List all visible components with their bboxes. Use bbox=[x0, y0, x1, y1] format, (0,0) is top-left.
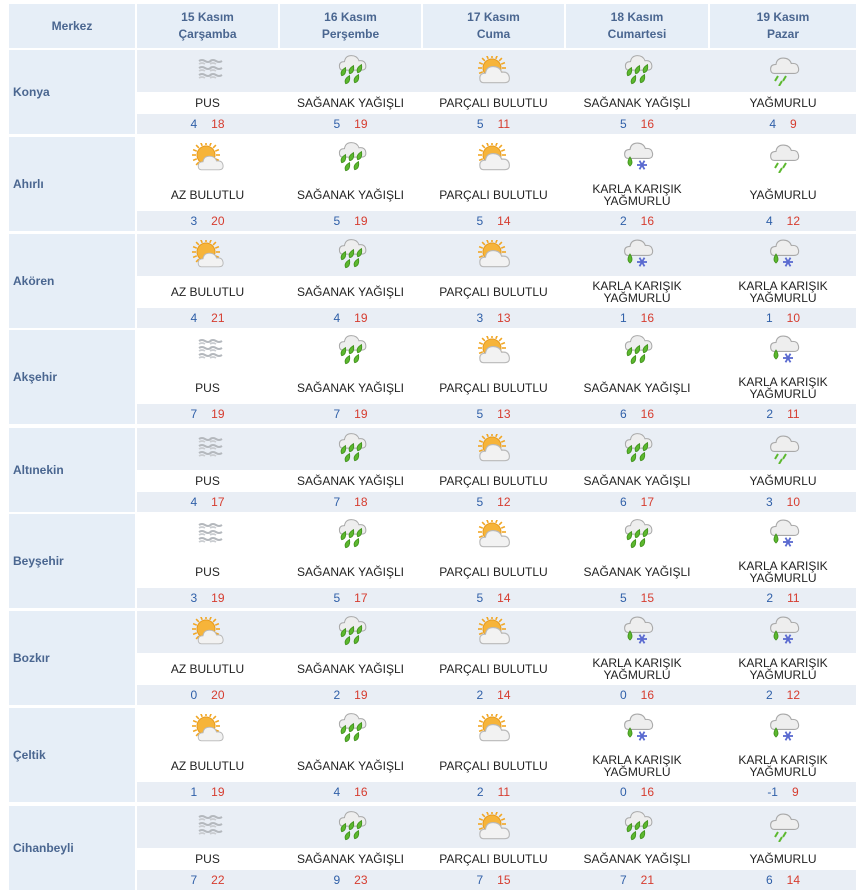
city-name: Cihanbeyli bbox=[9, 806, 135, 890]
temperature-range bbox=[137, 492, 278, 512]
temperature-range bbox=[137, 782, 278, 802]
heavy-rain-icon bbox=[280, 514, 421, 556]
header-weekday: Çarşamba bbox=[178, 27, 237, 41]
temperature-range bbox=[423, 404, 564, 424]
max-temperature: 16 bbox=[640, 785, 655, 799]
max-temperature: 19 bbox=[211, 785, 225, 799]
max-temperature: 21 bbox=[640, 873, 655, 887]
temperature-range bbox=[280, 114, 421, 134]
temperature-range bbox=[710, 492, 856, 512]
min-temperature: 5 bbox=[476, 591, 484, 605]
city-name: Akören bbox=[9, 234, 135, 328]
max-temperature: 11 bbox=[497, 117, 511, 131]
header-weekday: Pazar bbox=[766, 27, 800, 41]
condition-label: AZ BULUTLU bbox=[170, 759, 245, 773]
min-temperature: 7 bbox=[190, 873, 198, 887]
min-temperature: 4 bbox=[333, 311, 341, 325]
header-day-5 bbox=[710, 4, 856, 48]
sleet-icon bbox=[710, 330, 856, 372]
max-temperature: 9 bbox=[791, 785, 799, 799]
max-temperature: 19 bbox=[354, 407, 368, 421]
condition-label: SAĞANAK YAĞIŞLI bbox=[297, 96, 404, 110]
header-weekday: Perşembe bbox=[321, 27, 380, 41]
max-temperature: 23 bbox=[354, 873, 368, 887]
heavy-rain-icon bbox=[280, 50, 421, 92]
min-temperature: -1 bbox=[767, 785, 778, 799]
max-temperature: 11 bbox=[787, 591, 800, 605]
header-day-1 bbox=[137, 4, 278, 48]
condition-label: KARLA KARIŞIK YAĞMURLU bbox=[738, 375, 828, 401]
heavy-rain-icon bbox=[566, 330, 708, 372]
condition-label: SAĞANAK YAĞIŞLI bbox=[583, 96, 691, 110]
rain-icon bbox=[710, 137, 856, 179]
sleet-icon bbox=[566, 234, 708, 276]
min-temperature: 2 bbox=[766, 407, 774, 421]
temperature-range bbox=[137, 308, 278, 328]
condition-label: PARÇALI BULUTLU bbox=[439, 759, 548, 773]
min-temperature: 0 bbox=[190, 688, 198, 702]
sleet-icon bbox=[566, 708, 708, 750]
max-temperature: 14 bbox=[786, 873, 801, 887]
header-day-2 bbox=[280, 4, 421, 48]
mostly-sunny-icon bbox=[137, 611, 278, 653]
temperature-range bbox=[710, 588, 856, 608]
max-temperature: 19 bbox=[211, 407, 225, 421]
min-temperature: 7 bbox=[333, 495, 341, 509]
min-temperature: 3 bbox=[765, 495, 773, 509]
max-temperature: 18 bbox=[354, 495, 368, 509]
header-date: 19 Kasım bbox=[756, 10, 810, 24]
min-temperature: 1 bbox=[190, 785, 198, 799]
min-temperature: 3 bbox=[190, 591, 198, 605]
max-temperature: 18 bbox=[211, 117, 225, 131]
min-temperature: 6 bbox=[619, 495, 627, 509]
header-city-column: Merkez bbox=[9, 4, 135, 48]
header-weekday: Cuma bbox=[476, 27, 511, 41]
temperature-range bbox=[280, 870, 421, 890]
condition-label: KARLA KARIŞIK YAĞMURLU bbox=[592, 753, 682, 779]
condition-label: KARLA KARIŞIK YAĞMURLU bbox=[592, 279, 682, 305]
condition-label: SAĞANAK YAĞIŞLI bbox=[297, 188, 404, 202]
condition-label: YAĞMURLU bbox=[749, 96, 817, 110]
mostly-sunny-icon bbox=[137, 234, 278, 276]
heavy-rain-icon bbox=[280, 611, 421, 653]
mostly-sunny-icon bbox=[137, 137, 278, 179]
condition-label: SAĞANAK YAĞIŞLI bbox=[297, 852, 404, 866]
min-temperature: 1 bbox=[619, 311, 627, 325]
temperature-range bbox=[710, 685, 856, 705]
condition-label: SAĞANAK YAĞIŞLI bbox=[583, 565, 691, 579]
rain-icon bbox=[710, 428, 856, 470]
condition-label: PUS bbox=[195, 852, 220, 866]
max-temperature: 16 bbox=[640, 117, 655, 131]
max-temperature: 21 bbox=[211, 311, 225, 325]
min-temperature: 9 bbox=[333, 873, 341, 887]
city-name: Beyşehir bbox=[9, 514, 135, 608]
max-temperature: 12 bbox=[786, 214, 801, 228]
max-temperature: 10 bbox=[786, 495, 801, 509]
min-temperature: 7 bbox=[190, 407, 198, 421]
fog-icon bbox=[137, 806, 278, 848]
temperature-range bbox=[423, 870, 564, 890]
heavy-rain-icon bbox=[280, 137, 421, 179]
max-temperature: 15 bbox=[640, 591, 655, 605]
min-temperature: 1 bbox=[765, 311, 773, 325]
temperature-range bbox=[710, 782, 856, 802]
temperature-range bbox=[280, 685, 421, 705]
max-temperature: 15 bbox=[497, 873, 511, 887]
header-day-3 bbox=[423, 4, 564, 48]
sleet-icon bbox=[566, 137, 708, 179]
fog-icon bbox=[137, 514, 278, 556]
condition-label: PARÇALI BULUTLU bbox=[439, 474, 548, 488]
condition-label: SAĞANAK YAĞIŞLI bbox=[297, 474, 404, 488]
temperature-range bbox=[710, 404, 856, 424]
temperature-range bbox=[566, 308, 708, 328]
min-temperature: 4 bbox=[190, 117, 198, 131]
max-temperature: 9 bbox=[790, 117, 797, 131]
rain-icon bbox=[710, 50, 856, 92]
max-temperature: 11 bbox=[497, 785, 511, 799]
condition-label: PUS bbox=[195, 474, 220, 488]
max-temperature: 12 bbox=[497, 495, 511, 509]
condition-label: SAĞANAK YAĞIŞLI bbox=[297, 662, 404, 676]
condition-label: YAĞMURLU bbox=[749, 188, 817, 202]
temperature-range bbox=[280, 492, 421, 512]
min-temperature: 5 bbox=[619, 117, 627, 131]
condition-label: SAĞANAK YAĞIŞLI bbox=[297, 759, 404, 773]
min-temperature: 7 bbox=[333, 407, 341, 421]
header-date: 15 Kasım bbox=[181, 10, 234, 24]
condition-label: SAĞANAK YAĞIŞLI bbox=[297, 381, 404, 395]
min-temperature: 0 bbox=[619, 785, 627, 799]
max-temperature: 16 bbox=[640, 311, 655, 325]
partly-cloudy-icon bbox=[423, 50, 564, 92]
temperature-range bbox=[566, 492, 708, 512]
header-date: 16 Kasım bbox=[324, 10, 377, 24]
max-temperature: 19 bbox=[354, 214, 368, 228]
min-temperature: 7 bbox=[619, 873, 627, 887]
temperature-range bbox=[566, 211, 708, 231]
min-temperature: 2 bbox=[333, 688, 341, 702]
min-temperature: 7 bbox=[476, 873, 484, 887]
temperature-range bbox=[566, 404, 708, 424]
max-temperature: 16 bbox=[640, 688, 655, 702]
condition-label: SAĞANAK YAĞIŞLI bbox=[583, 852, 691, 866]
max-temperature: 14 bbox=[497, 591, 511, 605]
temperature-range bbox=[710, 870, 856, 890]
temperature-range bbox=[423, 492, 564, 512]
condition-label: PUS bbox=[195, 565, 220, 579]
heavy-rain-icon bbox=[280, 806, 421, 848]
heavy-rain-icon bbox=[566, 514, 708, 556]
max-temperature: 17 bbox=[211, 495, 225, 509]
condition-label: SAĞANAK YAĞIŞLI bbox=[583, 474, 691, 488]
city-name: Akşehir bbox=[9, 330, 135, 424]
temperature-range bbox=[137, 211, 278, 231]
max-temperature: 11 bbox=[787, 407, 800, 421]
temperature-range bbox=[137, 404, 278, 424]
min-temperature: 6 bbox=[619, 407, 627, 421]
mostly-sunny-icon bbox=[137, 708, 278, 750]
fog-icon bbox=[137, 50, 278, 92]
temperature-range bbox=[137, 870, 278, 890]
min-temperature: 2 bbox=[476, 785, 484, 799]
city-name: Altınekin bbox=[9, 428, 135, 512]
temperature-range bbox=[280, 782, 421, 802]
condition-label: PUS bbox=[195, 381, 220, 395]
header-date: 18 Kasım bbox=[610, 10, 664, 24]
condition-label: KARLA KARIŞIK YAĞMURLU bbox=[738, 656, 828, 682]
min-temperature: 3 bbox=[190, 214, 198, 228]
max-temperature: 16 bbox=[640, 407, 655, 421]
condition-label: PARÇALI BULUTLU bbox=[439, 852, 548, 866]
city-name: Ahırlı bbox=[9, 137, 135, 231]
condition-label: YAĞMURLU bbox=[749, 852, 817, 866]
temperature-range bbox=[566, 870, 708, 890]
partly-cloudy-icon bbox=[423, 428, 564, 470]
condition-label: AZ BULUTLU bbox=[170, 285, 245, 299]
temperature-range bbox=[137, 588, 278, 608]
condition-label: PARÇALI BULUTLU bbox=[439, 96, 548, 110]
sleet-icon bbox=[710, 514, 856, 556]
min-temperature: 4 bbox=[190, 311, 198, 325]
condition-label: KARLA KARIŞIK YAĞMURLU bbox=[738, 753, 828, 779]
condition-label: SAĞANAK YAĞIŞLI bbox=[583, 381, 691, 395]
max-temperature: 19 bbox=[354, 311, 368, 325]
partly-cloudy-icon bbox=[423, 137, 564, 179]
condition-label: SAĞANAK YAĞIŞLI bbox=[297, 285, 404, 299]
heavy-rain-icon bbox=[280, 234, 421, 276]
min-temperature: 5 bbox=[333, 117, 341, 131]
condition-label: AZ BULUTLU bbox=[170, 188, 245, 202]
heavy-rain-icon bbox=[566, 50, 708, 92]
max-temperature: 10 bbox=[786, 311, 801, 325]
max-temperature: 17 bbox=[354, 591, 368, 605]
sleet-icon bbox=[710, 234, 856, 276]
min-temperature: 4 bbox=[190, 495, 198, 509]
city-name: Çeltik bbox=[9, 708, 135, 802]
max-temperature: 13 bbox=[497, 407, 511, 421]
max-temperature: 16 bbox=[640, 214, 655, 228]
max-temperature: 20 bbox=[211, 214, 225, 228]
header-weekday: Cumartesi bbox=[607, 27, 667, 41]
temperature-range bbox=[423, 114, 564, 134]
min-temperature: 2 bbox=[766, 591, 774, 605]
condition-label: SAĞANAK YAĞIŞLI bbox=[297, 565, 404, 579]
temperature-range bbox=[566, 114, 708, 134]
condition-label: PARÇALI BULUTLU bbox=[439, 188, 548, 202]
temperature-range bbox=[423, 782, 564, 802]
min-temperature: 5 bbox=[476, 495, 484, 509]
header-date: 17 Kasım bbox=[467, 10, 520, 24]
max-temperature: 19 bbox=[354, 117, 368, 131]
condition-label: KARLA KARIŞIK YAĞMURLU bbox=[592, 182, 682, 208]
min-temperature: 3 bbox=[476, 311, 484, 325]
city-name: Konya bbox=[9, 50, 135, 134]
min-temperature: 5 bbox=[476, 407, 484, 421]
max-temperature: 12 bbox=[786, 688, 801, 702]
min-temperature: 0 bbox=[619, 688, 627, 702]
heavy-rain-icon bbox=[566, 428, 708, 470]
partly-cloudy-icon bbox=[423, 330, 564, 372]
min-temperature: 5 bbox=[333, 214, 341, 228]
temperature-range bbox=[280, 404, 421, 424]
max-temperature: 20 bbox=[211, 688, 225, 702]
fog-icon bbox=[137, 428, 278, 470]
heavy-rain-icon bbox=[280, 708, 421, 750]
max-temperature: 16 bbox=[354, 785, 368, 799]
condition-label: PARÇALI BULUTLU bbox=[439, 662, 548, 676]
temperature-range bbox=[710, 114, 856, 134]
heavy-rain-icon bbox=[280, 428, 421, 470]
partly-cloudy-icon bbox=[423, 514, 564, 556]
condition-label: AZ BULUTLU bbox=[170, 662, 245, 676]
max-temperature: 19 bbox=[354, 688, 368, 702]
condition-label: PARÇALI BULUTLU bbox=[439, 381, 548, 395]
max-temperature: 14 bbox=[497, 214, 511, 228]
condition-label: PUS bbox=[195, 96, 220, 110]
sleet-icon bbox=[710, 611, 856, 653]
temperature-range bbox=[280, 588, 421, 608]
condition-label: PARÇALI BULUTLU bbox=[439, 565, 548, 579]
min-temperature: 4 bbox=[765, 214, 773, 228]
heavy-rain-icon bbox=[566, 806, 708, 848]
min-temperature: 2 bbox=[619, 214, 627, 228]
city-name: Bozkır bbox=[9, 611, 135, 705]
partly-cloudy-icon bbox=[423, 611, 564, 653]
temperature-range bbox=[423, 588, 564, 608]
min-temperature: 5 bbox=[476, 117, 484, 131]
min-temperature: 5 bbox=[476, 214, 484, 228]
condition-label: PARÇALI BULUTLU bbox=[439, 285, 548, 299]
sleet-icon bbox=[710, 708, 856, 750]
partly-cloudy-icon bbox=[423, 708, 564, 750]
condition-label: KARLA KARIŞIK YAĞMURLU bbox=[738, 559, 828, 585]
max-temperature: 17 bbox=[640, 495, 655, 509]
temperature-range bbox=[423, 308, 564, 328]
temperature-range bbox=[280, 211, 421, 231]
temperature-range bbox=[137, 114, 278, 134]
temperature-range bbox=[423, 211, 564, 231]
temperature-range bbox=[566, 782, 708, 802]
temperature-range bbox=[137, 685, 278, 705]
heavy-rain-icon bbox=[280, 330, 421, 372]
temperature-range bbox=[423, 685, 564, 705]
max-temperature: 19 bbox=[211, 591, 225, 605]
temperature-range bbox=[566, 588, 708, 608]
fog-icon bbox=[137, 330, 278, 372]
min-temperature: 4 bbox=[333, 785, 341, 799]
min-temperature: 4 bbox=[769, 117, 776, 131]
max-temperature: 14 bbox=[497, 688, 511, 702]
min-temperature: 2 bbox=[476, 688, 484, 702]
min-temperature: 5 bbox=[333, 591, 341, 605]
temperature-range bbox=[280, 308, 421, 328]
temperature-range bbox=[566, 685, 708, 705]
max-temperature: 22 bbox=[211, 873, 225, 887]
condition-label: KARLA KARIŞIK YAĞMURLU bbox=[738, 279, 828, 305]
condition-label: YAĞMURLU bbox=[749, 474, 817, 488]
partly-cloudy-icon bbox=[423, 234, 564, 276]
sleet-icon bbox=[566, 611, 708, 653]
min-temperature: 5 bbox=[619, 591, 627, 605]
min-temperature: 6 bbox=[765, 873, 773, 887]
temperature-range bbox=[710, 211, 856, 231]
max-temperature: 13 bbox=[497, 311, 511, 325]
min-temperature: 2 bbox=[765, 688, 773, 702]
partly-cloudy-icon bbox=[423, 806, 564, 848]
header-day-4 bbox=[566, 4, 708, 48]
rain-icon bbox=[710, 806, 856, 848]
condition-label: KARLA KARIŞIK YAĞMURLU bbox=[592, 656, 682, 682]
temperature-range bbox=[710, 308, 856, 328]
